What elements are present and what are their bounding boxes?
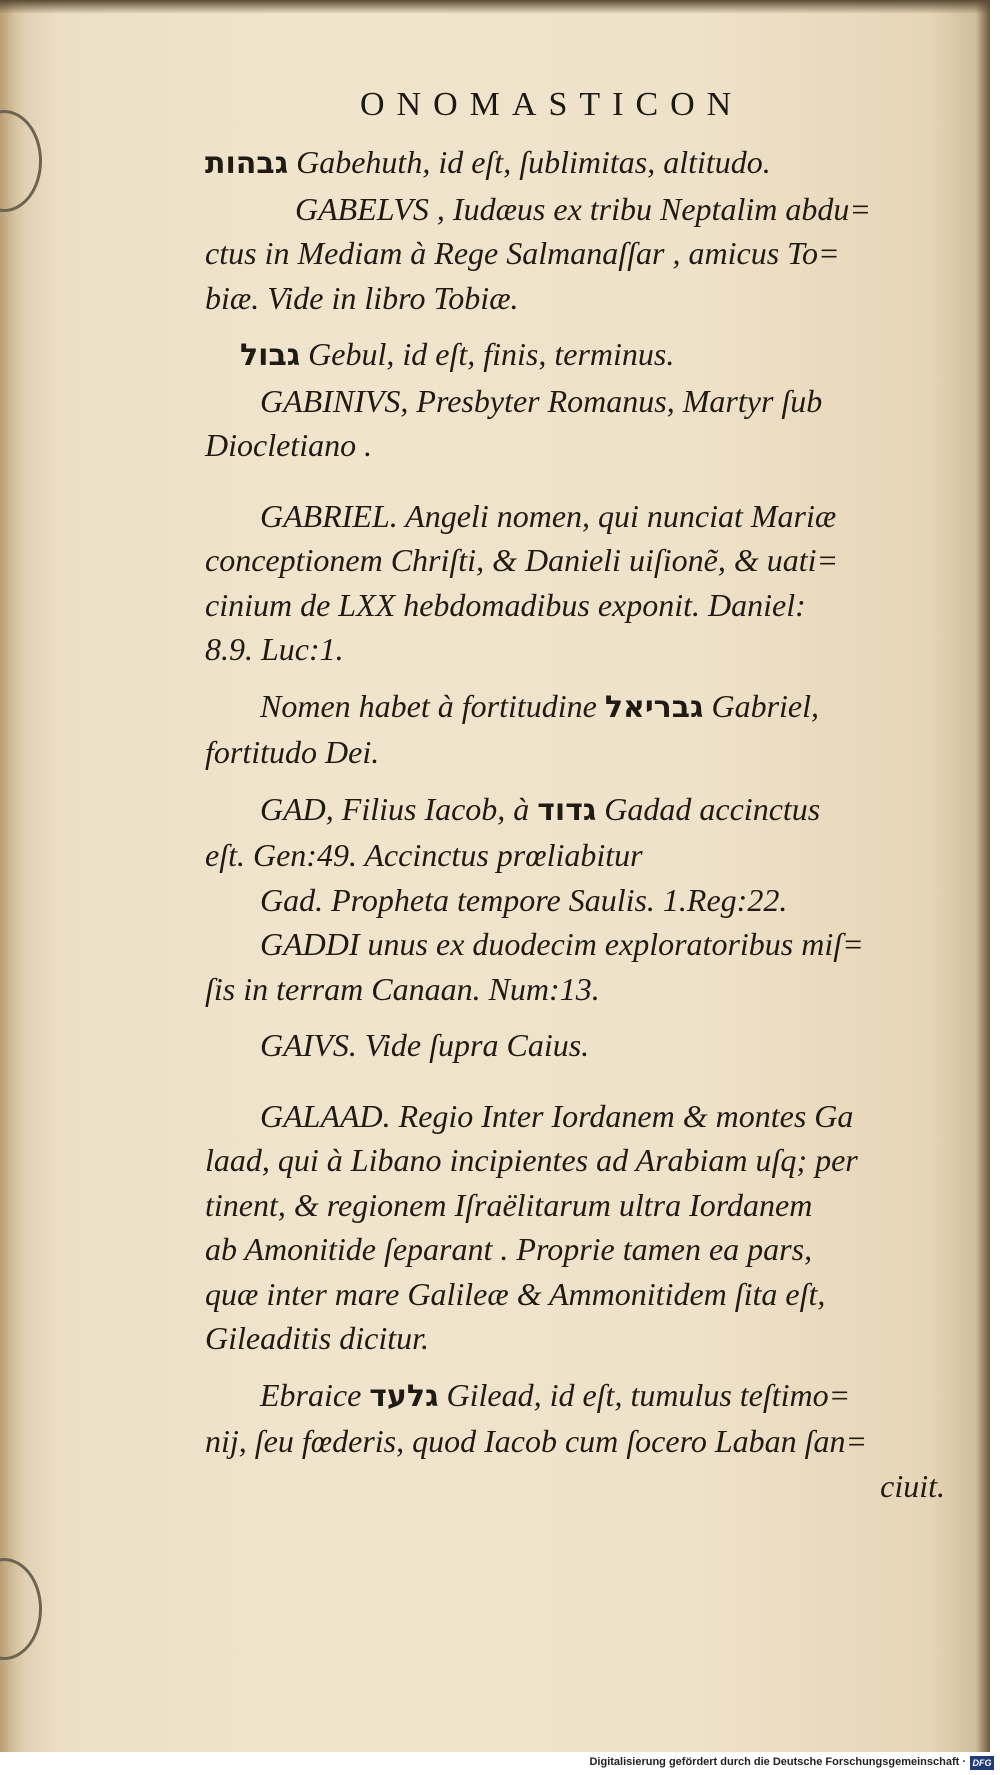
entry-line: Gileaditis dicitur. xyxy=(205,1320,429,1356)
entry-line: ctus in Mediam à Rege Salmanaſſar , amicus To= xyxy=(205,235,840,271)
entry-text: Gabriel, xyxy=(703,687,819,724)
entry-line: Gad. Propheta tempore Saulis. 1.Reg:22. xyxy=(260,881,788,918)
entry-gaius xyxy=(205,1023,965,1068)
entry-line: GABELVS , Iudæus ex tribu Neptalim abdu= xyxy=(295,190,871,227)
entry-gad xyxy=(205,787,965,878)
entry-line: conceptionem Chriſti, & Danieli uiſionẽ, & uati= xyxy=(205,542,839,578)
entry-line xyxy=(205,787,965,834)
entry-line: quæ inter mare Galileæ & Ammonitidem ſita eſt, xyxy=(205,1275,826,1312)
dfg-logo-icon: DFG xyxy=(970,1756,994,1770)
entry-line: ab Amonitide ſeparant . Proprie tamen ea pars, xyxy=(205,1231,813,1267)
entry-gabriel xyxy=(205,494,965,672)
entry-line: GABINIVS, Presbyter Romanus, Martyr ſub xyxy=(260,382,823,419)
binding-clasp-top xyxy=(0,110,42,212)
hebrew-word: גבריאל xyxy=(604,689,704,725)
entry-line: ſis in terram Canaan. Num:13. xyxy=(205,970,600,1007)
hebrew-word: גדוד xyxy=(537,792,597,828)
entry-text: Gebul, id eſt, finis, terminus. xyxy=(300,336,675,372)
entry-gabelus xyxy=(205,187,965,321)
entry-gad-propheta xyxy=(205,878,965,923)
hebrew-word: גלעד xyxy=(369,1378,439,1414)
entry-line: biæ. Vide in libro Tobiæ. xyxy=(205,279,519,316)
entry-galaad xyxy=(205,1094,965,1361)
entry-gilead xyxy=(205,1373,965,1509)
entry-line xyxy=(205,140,965,187)
entry-text: Nomen habet à fortitudine xyxy=(260,687,605,724)
entry-text: GAD, Filius Iacob, à xyxy=(260,790,538,827)
entry-line: GADDI unus ex duodecim exploratoribus miſ= xyxy=(260,926,864,962)
entry-gabinius xyxy=(205,379,965,468)
entry-line: tinent, & regionem Iſraëlitarum ultra Iordanem xyxy=(205,1186,813,1223)
binding-clasp-bottom xyxy=(0,1558,42,1660)
entry-gabehuth xyxy=(205,140,965,187)
entry-line: laad, qui à Libano incipientes ad Arabiam uſq; per xyxy=(205,1142,858,1178)
page-binding-edge xyxy=(0,0,26,1752)
entry-gebul xyxy=(205,332,965,379)
entry-text: Gilead, id eſt, tumulus teſtimo= xyxy=(438,1376,851,1413)
entry-gabriel-etymology xyxy=(205,684,965,775)
entry-line: nij, ſeu fœderis, quod Iacob cum ſocero Laban ſan= xyxy=(205,1423,868,1459)
funding-credit: Digitalisierung gefördert durch die Deutsche Forschungsgemeinschaft · xyxy=(589,1756,966,1768)
digitization-footer xyxy=(0,1752,1000,1775)
running-head: ONOMASTICON xyxy=(360,86,744,123)
entry-line: Diocletiano . xyxy=(205,427,373,463)
entry-text: Gabehuth, id eſt, ſublimitas, altitudo. xyxy=(288,144,771,180)
entry-gaddi xyxy=(205,922,965,1011)
entry-line xyxy=(205,684,965,731)
hebrew-word: גבול xyxy=(240,338,301,373)
entry-line: GALAAD. Regio Inter Iordanem & montes Ga xyxy=(260,1097,854,1134)
entry-text: Ebraice xyxy=(260,1376,370,1413)
entry-line: 8.9. Luc:1. xyxy=(205,631,344,667)
entry-line: ciuit. xyxy=(880,1467,945,1504)
entry-line xyxy=(240,332,965,379)
entry-line: fortitudo Dei. xyxy=(205,734,380,770)
entry-line: eſt. Gen:49. Accinctus prœliabitur xyxy=(205,837,643,873)
hebrew-word: גבהות xyxy=(205,146,289,181)
entry-text: Gadad accinctus xyxy=(596,790,821,827)
entry-line: GAIVS. Vide ſupra Caius. xyxy=(260,1027,590,1063)
page-top-shadow xyxy=(0,0,990,14)
page-fore-edge xyxy=(976,0,990,1752)
entry-line xyxy=(205,1373,965,1420)
dictionary-entries xyxy=(205,140,965,1520)
entry-line: GABRIEL. Angeli nomen, qui nunciat Mariæ xyxy=(260,497,837,534)
entry-line: cinium de LXX hebdomadibus exponit. Daniel: xyxy=(205,586,806,623)
